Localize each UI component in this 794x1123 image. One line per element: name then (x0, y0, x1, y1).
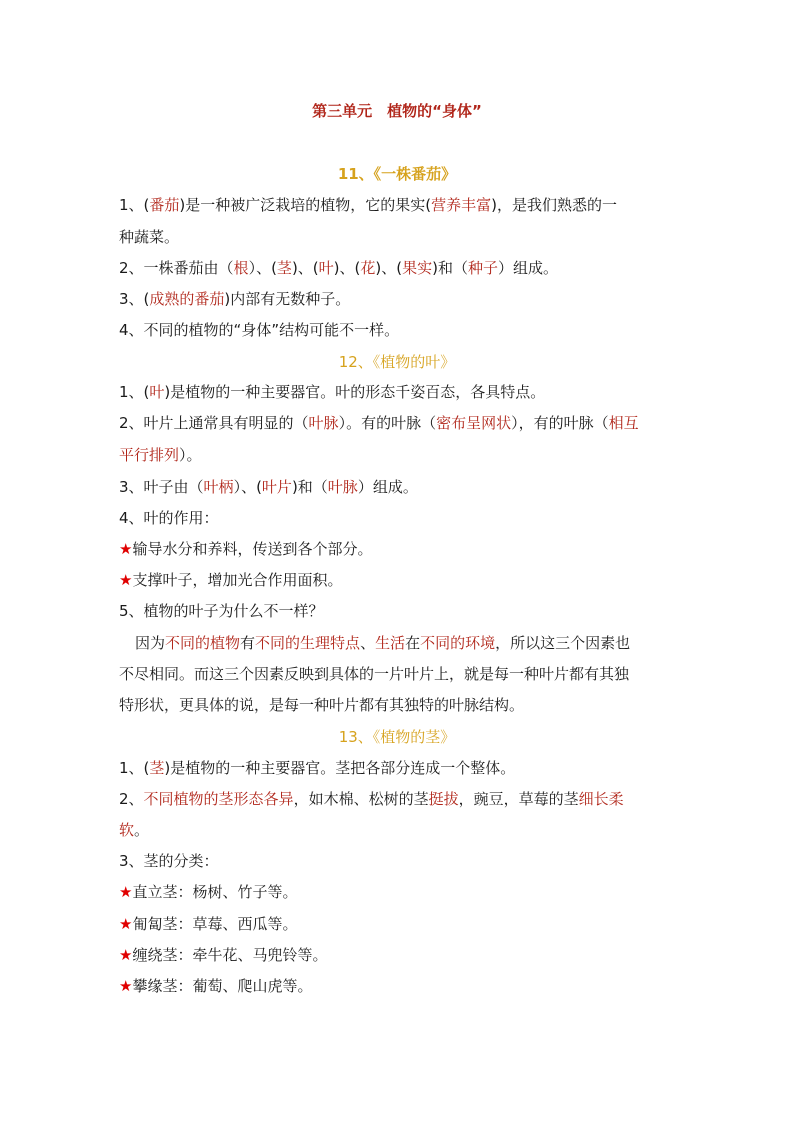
text-line: 2、叶片上通常具有明显的（叶脉）。有的叶脉（密布呈网状），有的叶脉（相互 (119, 414, 639, 432)
section-heading-11: 11、《一株番茄》 (337, 165, 457, 183)
list-item: ★直立茎：杨树、竹子等。 (119, 883, 298, 901)
text-line: 2、一株番茄由（根）、(茎)、(叶)、(花)、(果实)和（种子）组成。 (119, 259, 559, 277)
list-item: ★输导水分和养料，传送到各个部分。 (119, 540, 373, 558)
text-line: 5、植物的叶子为什么不一样？ (119, 602, 324, 620)
section-heading-12: 12、《植物的叶》 (338, 353, 456, 371)
section-heading-13: 13、《植物的茎》 (338, 728, 456, 746)
star-icon: ★ (119, 915, 133, 933)
star-icon: ★ (119, 571, 133, 589)
unit-title: 第三单元 植物的“身体” (312, 102, 482, 120)
text-line: 不尽相同。而这三个因素反映到具体的一片叶片上，就是每一种叶片都有其独 (119, 665, 630, 683)
text-line: 2、不同植物的茎形态各异，如木棉、松树的茎挺拔，豌豆，草莓的茎细长柔 (119, 790, 624, 808)
list-item: ★缠绕茎：牵牛花、马兜铃等。 (119, 946, 328, 964)
list-item: ★攀缘茎：葡萄、爬山虎等。 (119, 977, 313, 995)
star-icon: ★ (119, 883, 133, 901)
text-line: 软。 (119, 821, 150, 839)
text-line: 平行排列）。 (119, 446, 202, 464)
text-line: 3、茎的分类： (119, 852, 219, 870)
star-icon: ★ (119, 977, 133, 995)
text-line: 1、(叶)是植物的一种主要器官。叶的形态千姿百态，各具特点。 (119, 383, 546, 401)
star-icon: ★ (119, 540, 133, 558)
text-line: 4、叶的作用： (119, 509, 219, 527)
text-line: 4、不同的植物的“身体”结构可能不一样。 (119, 321, 400, 339)
text-line: 3、(成熟的番茄)内部有无数种子。 (119, 290, 351, 308)
text-line: 3、叶子由（叶柄）、(叶片)和（叶脉）组成。 (119, 478, 418, 496)
text-line: 1、(茎)是植物的一种主要器官。茎把各部分连成一个整体。 (119, 759, 516, 777)
text-line: 1、(番茄)是一种被广泛栽培的植物，它的果实(营养丰富)，是我们熟悉的一 (119, 196, 618, 214)
text-line: 因为不同的植物有不同的生理特点、生活在不同的环境，所以这三个因素也 (135, 634, 631, 652)
list-item: ★匍匐茎：草莓、西瓜等。 (119, 915, 298, 933)
star-icon: ★ (119, 946, 133, 964)
list-item: ★支撑叶子，增加光合作用面积。 (119, 571, 343, 589)
text-line: 种蔬菜。 (119, 228, 180, 246)
text-line: 特形状，更具体的说，是每一种叶片都有其独特的叶脉结构。 (119, 696, 525, 714)
